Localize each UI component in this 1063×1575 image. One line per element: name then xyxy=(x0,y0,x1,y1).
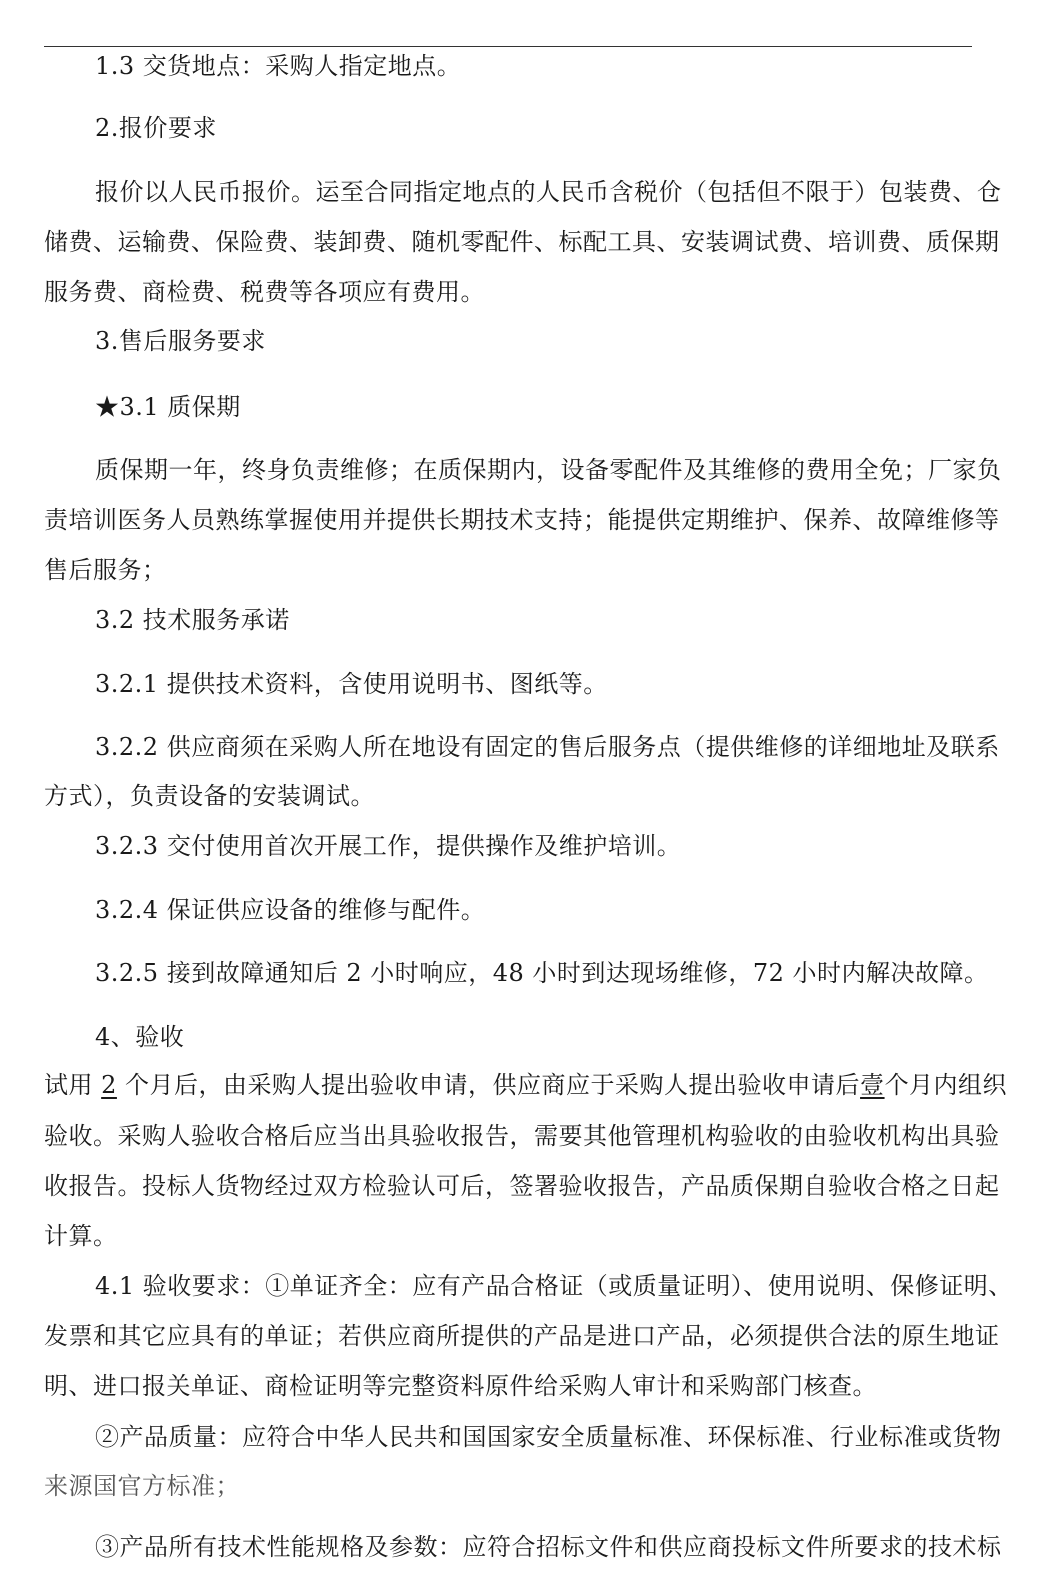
paragraph-line: 明、进口报关单证、商检证明等完整资料原件给采购人审计和采购部门核查。 xyxy=(44,1372,877,1400)
paragraph-line: 收报告。投标人货物经过双方检验认可后，签署验收报告，产品质保期自验收合格之日起 xyxy=(44,1172,1000,1200)
paragraph-line: 来源国官方标准； xyxy=(44,1472,240,1500)
underlined-value: 2 xyxy=(101,1071,117,1099)
clause-3-2-5: 3.2.5 接到故障通知后 2 小时响应，48 小时到达现场维修，72 小时内解决故障。 xyxy=(95,959,989,987)
paragraph-line: 验收。采购人验收合格后应当出具验收报告，需要其他管理机构验收的由验收机构出具验 xyxy=(44,1122,1000,1150)
clause-3-2-3: 3.2.3 交付使用首次开展工作，提供操作及维护培训。 xyxy=(95,832,682,860)
paragraph-line: 报价以人民币报价。运至合同指定地点的人民币含税价（包括但不限于）包装费、仓 xyxy=(95,178,1002,206)
clause-3-2-4: 3.2.4 保证供应设备的维修与配件。 xyxy=(95,896,486,924)
underlined-value: 壹 xyxy=(860,1071,885,1099)
paragraph-line: 责培训医务人员熟练掌握使用并提供长期技术支持；能提供定期维护、保养、故障维修等 xyxy=(44,506,1000,534)
paragraph-line: 质保期一年，终身负责维修；在质保期内，设备零配件及其维修的费用全免；厂家负 xyxy=(95,456,1002,484)
text-run: 试用 xyxy=(44,1071,102,1099)
section-2-heading: 2.报价要求 xyxy=(95,114,217,142)
paragraph-line: 售后服务； xyxy=(44,556,167,584)
paragraph-line: 计算。 xyxy=(44,1222,118,1250)
clause-3-1-heading: ★3.1 质保期 xyxy=(95,393,241,421)
item-3-specs: ③产品所有技术性能规格及参数：应符合招标文件和供应商投标文件所要求的技术标 xyxy=(95,1533,1002,1561)
section-4-heading: 4、验收 xyxy=(95,1023,185,1051)
clause-3-2-heading: 3.2 技术服务承诺 xyxy=(95,606,290,634)
paragraph-line xyxy=(44,1059,1007,1112)
text-run: 个月后，由采购人提出验收申请，供应商应于采购人提出验收申请后 xyxy=(116,1071,861,1099)
paragraph-line: 方式），负责设备的安装调试。 xyxy=(44,782,375,810)
section-3-heading: 3.售后服务要求 xyxy=(95,327,266,355)
text-run: 个月内组织 xyxy=(884,1071,1008,1099)
clause-4-1: 4.1 验收要求：①单证齐全：应有产品合格证（或质量证明）、使用说明、保修证明、 xyxy=(95,1272,1013,1300)
clause-3-2-1: 3.2.1 提供技术资料，含使用说明书、图纸等。 xyxy=(95,670,608,698)
paragraph-line: 发票和其它应具有的单证；若供应商所提供的产品是进口产品，必须提供合法的原生地证 xyxy=(44,1322,1000,1350)
clause-3-2-2: 3.2.2 供应商须在采购人所在地设有固定的售后服务点（提供维修的详细地址及联系 xyxy=(95,733,1000,761)
clause-1-3: 1.3 交货地点：采购人指定地点。 xyxy=(95,52,462,80)
paragraph-line: 储费、运输费、保险费、装卸费、随机零配件、标配工具、安装调试费、培训费、质保期 xyxy=(44,228,1000,256)
item-2-quality: ②产品质量：应符合中华人民共和国国家安全质量标准、环保标准、行业标准或货物 xyxy=(95,1423,1002,1451)
paragraph-line: 服务费、商检费、税费等各项应有费用。 xyxy=(44,278,485,306)
